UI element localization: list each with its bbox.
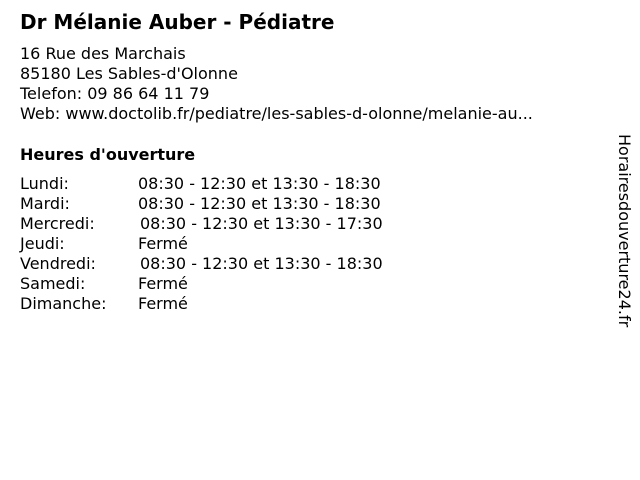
day-label: Lundi: [20, 174, 69, 193]
website-link: Web: www.doctolib.fr/pediatre/les-sables-d-olonne/melanie-au... [20, 104, 533, 123]
city-address: 85180 Les Sables-d'Olonne [20, 64, 238, 83]
day-label: Mardi: [20, 194, 70, 213]
site-watermark: Horairesdouverture24.fr [615, 134, 634, 328]
hours-value: 08:30 - 12:30 et 13:30 - 18:30 [138, 174, 381, 193]
contact-block [20, 44, 533, 124]
page-title: Dr Mélanie Auber - Pédiatre [20, 10, 335, 34]
day-label: Mercredi: [20, 214, 95, 233]
day-label: Vendredi: [20, 254, 96, 273]
opening-hours-heading: Heures d'ouverture [20, 145, 196, 164]
hours-value: Fermé [138, 294, 188, 313]
street-address: 16 Rue des Marchais [20, 44, 186, 63]
phone-number: Telefon: 09 86 64 11 79 [20, 84, 210, 103]
hours-value: 08:30 - 12:30 et 13:30 - 18:30 [140, 254, 383, 273]
day-label: Dimanche: [20, 294, 107, 313]
day-label: Jeudi: [20, 234, 65, 253]
day-label: Samedi: [20, 274, 86, 293]
hours-value: 08:30 - 12:30 et 13:30 - 17:30 [140, 214, 383, 233]
hours-value: Fermé [138, 274, 188, 293]
hours-value: 08:30 - 12:30 et 13:30 - 18:30 [138, 194, 381, 213]
hours-value: Fermé [138, 234, 188, 253]
